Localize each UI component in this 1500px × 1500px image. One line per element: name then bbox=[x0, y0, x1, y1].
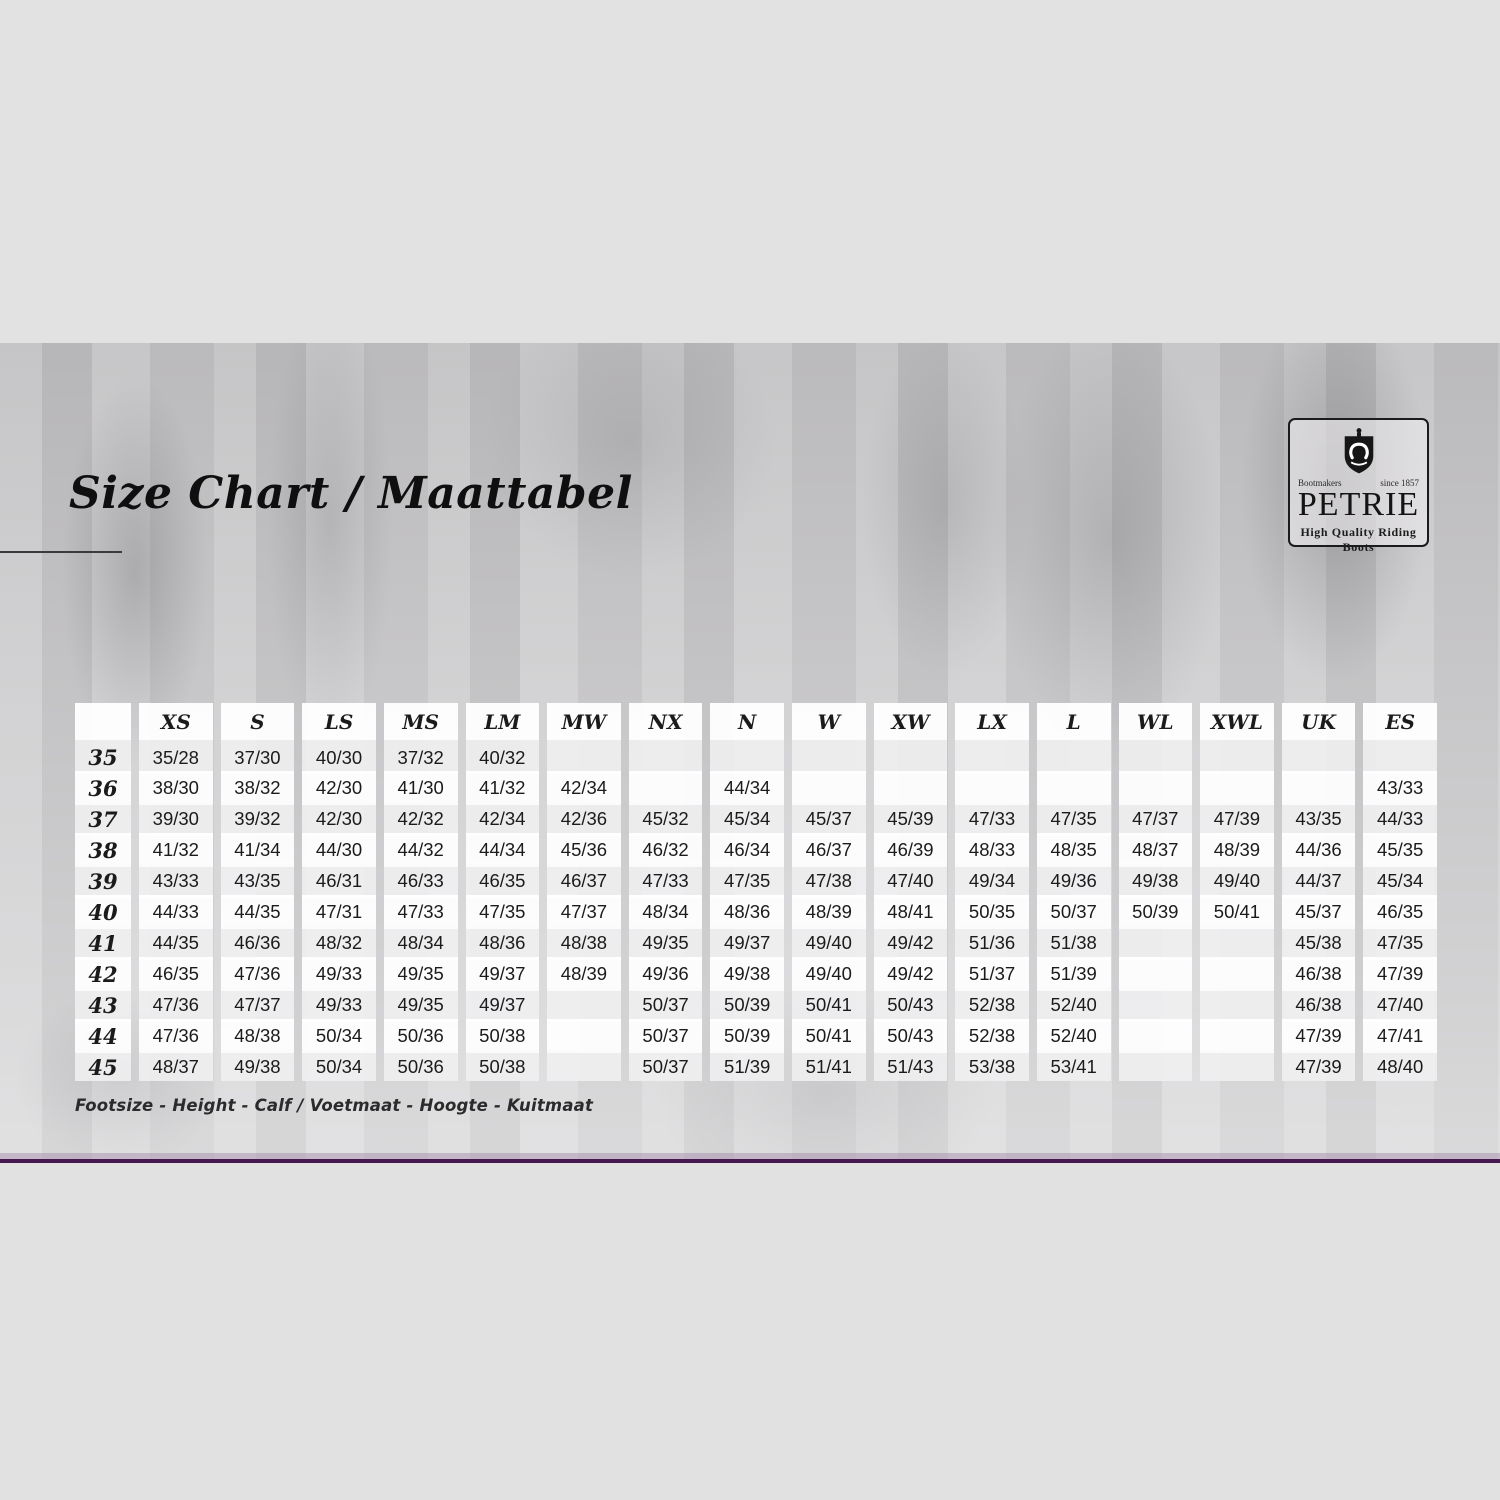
table-cell bbox=[1282, 771, 1356, 802]
table-cell: 38/30 bbox=[139, 771, 213, 802]
table-cell: 47/39 bbox=[1282, 1019, 1356, 1050]
table-cell: 39/32 bbox=[221, 802, 295, 833]
table-cell: 50/38 bbox=[466, 1019, 540, 1050]
table-cell: 49/42 bbox=[874, 957, 948, 988]
table-cell: 51/36 bbox=[955, 926, 1029, 957]
table-cell: 50/37 bbox=[1037, 895, 1111, 926]
table-cell: 35/28 bbox=[139, 740, 213, 771]
row-label: 42 bbox=[75, 957, 131, 988]
table-cell: 49/38 bbox=[221, 1050, 295, 1081]
table-cell bbox=[1200, 988, 1274, 1019]
table-cell: 50/37 bbox=[629, 988, 703, 1019]
table-cell: 48/39 bbox=[1200, 833, 1274, 864]
table-cell: 38/32 bbox=[221, 771, 295, 802]
table-cell: 46/37 bbox=[547, 864, 621, 895]
table-cell bbox=[547, 1019, 621, 1050]
table-cell: 49/33 bbox=[302, 988, 376, 1019]
table-cell: 45/39 bbox=[874, 802, 948, 833]
table-cell: 48/34 bbox=[384, 926, 458, 957]
table-cell: 48/40 bbox=[1363, 1050, 1437, 1081]
since-label: since 1857 bbox=[1380, 478, 1419, 488]
table-cell: 48/33 bbox=[955, 833, 1029, 864]
table-cell: 47/39 bbox=[1363, 957, 1437, 988]
row-label: 40 bbox=[75, 895, 131, 926]
column-header: WL bbox=[1119, 703, 1193, 740]
table-cell: 47/33 bbox=[384, 895, 458, 926]
column-header: XS bbox=[139, 703, 213, 740]
table-cell: 48/37 bbox=[1119, 833, 1193, 864]
table-cell: 50/43 bbox=[874, 988, 948, 1019]
table-cell: 49/42 bbox=[874, 926, 948, 957]
row-label: 38 bbox=[75, 833, 131, 864]
table-cell: 43/35 bbox=[1282, 802, 1356, 833]
table-cell bbox=[955, 771, 1029, 802]
table-cell: 48/32 bbox=[302, 926, 376, 957]
table-cell: 48/38 bbox=[221, 1019, 295, 1050]
petrie-logo bbox=[1288, 418, 1429, 554]
table-cell: 41/32 bbox=[466, 771, 540, 802]
table-cell: 41/30 bbox=[384, 771, 458, 802]
table-cell: 51/41 bbox=[792, 1050, 866, 1081]
table-cell: 50/38 bbox=[466, 1050, 540, 1081]
table-cell: 43/33 bbox=[1363, 771, 1437, 802]
column-header: MS bbox=[384, 703, 458, 740]
table-cell: 50/41 bbox=[792, 1019, 866, 1050]
table-cell: 49/37 bbox=[710, 926, 784, 957]
table-cell: 47/35 bbox=[1363, 926, 1437, 957]
table-cell bbox=[1037, 740, 1111, 771]
table-cell: 45/34 bbox=[1363, 864, 1437, 895]
column-header: S bbox=[221, 703, 295, 740]
table-cell: 46/33 bbox=[384, 864, 458, 895]
table-cell: 45/34 bbox=[710, 802, 784, 833]
table-cell: 49/34 bbox=[955, 864, 1029, 895]
table-cell: 49/40 bbox=[792, 957, 866, 988]
table-cell: 45/37 bbox=[792, 802, 866, 833]
table-cell: 47/37 bbox=[1119, 802, 1193, 833]
table-cell: 37/32 bbox=[384, 740, 458, 771]
table-cell: 44/34 bbox=[710, 771, 784, 802]
table-cell: 48/36 bbox=[710, 895, 784, 926]
table-cell: 47/35 bbox=[466, 895, 540, 926]
table-cell: 49/35 bbox=[384, 957, 458, 988]
table-cell: 51/43 bbox=[874, 1050, 948, 1081]
table-cell: 45/38 bbox=[1282, 926, 1356, 957]
table-cell bbox=[1200, 1050, 1274, 1081]
row-label: 36 bbox=[75, 771, 131, 802]
table-cell: 46/39 bbox=[874, 833, 948, 864]
table-cell: 42/30 bbox=[302, 771, 376, 802]
table-cell: 53/38 bbox=[955, 1050, 1029, 1081]
table-cell: 50/37 bbox=[629, 1019, 703, 1050]
column-header: LS bbox=[302, 703, 376, 740]
row-label: 43 bbox=[75, 988, 131, 1019]
table-cell: 48/39 bbox=[547, 957, 621, 988]
table-cell: 44/35 bbox=[139, 926, 213, 957]
table-cell: 53/41 bbox=[1037, 1050, 1111, 1081]
column-header: MW bbox=[547, 703, 621, 740]
table-cell: 47/36 bbox=[139, 1019, 213, 1050]
table-cell bbox=[792, 771, 866, 802]
table-cell bbox=[1363, 740, 1437, 771]
table-cell bbox=[1200, 771, 1274, 802]
table-cell: 45/35 bbox=[1363, 833, 1437, 864]
table-cell: 45/37 bbox=[1282, 895, 1356, 926]
table-cell bbox=[547, 988, 621, 1019]
table-cell: 50/43 bbox=[874, 1019, 948, 1050]
table-cell: 48/35 bbox=[1037, 833, 1111, 864]
table-cell: 52/40 bbox=[1037, 1019, 1111, 1050]
brand-name: PETRIE bbox=[1297, 486, 1420, 523]
table-cell: 47/39 bbox=[1200, 802, 1274, 833]
column-header: XWL bbox=[1200, 703, 1274, 740]
table-cell: 41/34 bbox=[221, 833, 295, 864]
column-header: LX bbox=[955, 703, 1029, 740]
table-cell: 46/35 bbox=[1363, 895, 1437, 926]
page-title: Size Chart / Maattabel bbox=[69, 468, 633, 519]
table-cell: 47/39 bbox=[1282, 1050, 1356, 1081]
column-header: W bbox=[792, 703, 866, 740]
table-cell bbox=[1119, 1050, 1193, 1081]
table-cell: 49/38 bbox=[710, 957, 784, 988]
table-cell: 46/38 bbox=[1282, 957, 1356, 988]
table-cell: 44/34 bbox=[466, 833, 540, 864]
table-cell: 49/37 bbox=[466, 988, 540, 1019]
table-cell: 46/32 bbox=[629, 833, 703, 864]
table-cell: 48/36 bbox=[466, 926, 540, 957]
row-label: 45 bbox=[75, 1050, 131, 1081]
table-cell bbox=[1119, 1019, 1193, 1050]
table-cell: 44/32 bbox=[384, 833, 458, 864]
table-cell: 52/38 bbox=[955, 1019, 1029, 1050]
table-cell: 42/36 bbox=[547, 802, 621, 833]
table-cell: 50/39 bbox=[710, 988, 784, 1019]
table-cell: 49/36 bbox=[629, 957, 703, 988]
table-cell bbox=[629, 771, 703, 802]
table-cell: 50/41 bbox=[792, 988, 866, 1019]
table-cell: 49/35 bbox=[384, 988, 458, 1019]
table-cell bbox=[874, 771, 948, 802]
table-cell: 50/34 bbox=[302, 1050, 376, 1081]
table-cell bbox=[1119, 740, 1193, 771]
table-cell bbox=[1119, 988, 1193, 1019]
table-cell: 49/37 bbox=[466, 957, 540, 988]
table-cell: 50/39 bbox=[1119, 895, 1193, 926]
table-cell: 44/33 bbox=[1363, 802, 1437, 833]
table-cell: 49/33 bbox=[302, 957, 376, 988]
table-cell: 46/31 bbox=[302, 864, 376, 895]
column-header: NX bbox=[629, 703, 703, 740]
table-cell: 47/40 bbox=[874, 864, 948, 895]
table-cell: 42/30 bbox=[302, 802, 376, 833]
table-cell: 40/30 bbox=[302, 740, 376, 771]
table-cell: 45/32 bbox=[629, 802, 703, 833]
table-cell: 50/35 bbox=[955, 895, 1029, 926]
table-cell bbox=[1119, 926, 1193, 957]
table-cell: 43/33 bbox=[139, 864, 213, 895]
table-cell: 47/38 bbox=[792, 864, 866, 895]
row-label: 39 bbox=[75, 864, 131, 895]
table-cell: 50/36 bbox=[384, 1019, 458, 1050]
table-cell: 45/36 bbox=[547, 833, 621, 864]
table-cell: 46/34 bbox=[710, 833, 784, 864]
column-header: LM bbox=[466, 703, 540, 740]
row-label: 37 bbox=[75, 802, 131, 833]
table-cell bbox=[710, 740, 784, 771]
table-cell: 49/36 bbox=[1037, 864, 1111, 895]
table-cell: 48/39 bbox=[792, 895, 866, 926]
table-cell: 47/40 bbox=[1363, 988, 1437, 1019]
table-cell: 44/36 bbox=[1282, 833, 1356, 864]
horseshoe-shield-crest-icon bbox=[1337, 427, 1381, 482]
table-cell: 40/32 bbox=[466, 740, 540, 771]
table-cell: 46/36 bbox=[221, 926, 295, 957]
table-cell: 47/31 bbox=[302, 895, 376, 926]
table-cell: 47/35 bbox=[1037, 802, 1111, 833]
table-cell: 43/35 bbox=[221, 864, 295, 895]
table-cell bbox=[547, 1050, 621, 1081]
table-cell: 46/35 bbox=[466, 864, 540, 895]
table-cell: 47/33 bbox=[629, 864, 703, 895]
table-cell: 44/30 bbox=[302, 833, 376, 864]
table-cell bbox=[1200, 926, 1274, 957]
table-cell bbox=[955, 740, 1029, 771]
table-cell bbox=[1119, 771, 1193, 802]
column-header: L bbox=[1037, 703, 1111, 740]
table-cell: 51/37 bbox=[955, 957, 1029, 988]
table-cell: 46/37 bbox=[792, 833, 866, 864]
table-cell: 39/30 bbox=[139, 802, 213, 833]
table-cell: 49/40 bbox=[792, 926, 866, 957]
table-cell: 49/35 bbox=[629, 926, 703, 957]
table-cell: 44/33 bbox=[139, 895, 213, 926]
table-cell bbox=[1282, 740, 1356, 771]
table-cell bbox=[874, 740, 948, 771]
table-cell: 51/39 bbox=[710, 1050, 784, 1081]
column-header: XW bbox=[874, 703, 948, 740]
size-table bbox=[75, 703, 1437, 1081]
table-cell: 37/30 bbox=[221, 740, 295, 771]
table-corner-cell bbox=[75, 703, 131, 740]
table-cell: 49/40 bbox=[1200, 864, 1274, 895]
table-cell: 48/34 bbox=[629, 895, 703, 926]
title-rule bbox=[0, 551, 122, 553]
bootmakers-label: Bootmakers bbox=[1298, 478, 1342, 488]
table-cell: 46/38 bbox=[1282, 988, 1356, 1019]
table-cell: 52/40 bbox=[1037, 988, 1111, 1019]
table-cell bbox=[1200, 1019, 1274, 1050]
table-cell: 47/36 bbox=[221, 957, 295, 988]
table-cell bbox=[792, 740, 866, 771]
table-cell: 52/38 bbox=[955, 988, 1029, 1019]
table-cell: 42/32 bbox=[384, 802, 458, 833]
table-cell: 48/37 bbox=[139, 1050, 213, 1081]
row-label: 44 bbox=[75, 1019, 131, 1050]
table-cell: 47/35 bbox=[710, 864, 784, 895]
table-cell: 44/37 bbox=[1282, 864, 1356, 895]
table-cell: 51/39 bbox=[1037, 957, 1111, 988]
table-cell: 48/38 bbox=[547, 926, 621, 957]
table-cell: 50/41 bbox=[1200, 895, 1274, 926]
table-cell: 47/36 bbox=[139, 988, 213, 1019]
table-cell bbox=[629, 740, 703, 771]
table-cell: 51/38 bbox=[1037, 926, 1111, 957]
table-cell: 48/41 bbox=[874, 895, 948, 926]
table-cell bbox=[1119, 957, 1193, 988]
table-cell bbox=[547, 740, 621, 771]
table-cell bbox=[1200, 957, 1274, 988]
table-cell: 50/39 bbox=[710, 1019, 784, 1050]
footer-area bbox=[0, 1163, 1500, 1500]
table-cell: 49/38 bbox=[1119, 864, 1193, 895]
column-header: UK bbox=[1282, 703, 1356, 740]
brand-tagline: High Quality Riding Boots bbox=[1300, 525, 1417, 554]
table-cell: 46/35 bbox=[139, 957, 213, 988]
table-cell: 50/34 bbox=[302, 1019, 376, 1050]
table-cell: 47/33 bbox=[955, 802, 1029, 833]
column-header: N bbox=[710, 703, 784, 740]
column-header: ES bbox=[1363, 703, 1437, 740]
table-cell: 47/41 bbox=[1363, 1019, 1437, 1050]
table-cell: 47/37 bbox=[221, 988, 295, 1019]
table-cell bbox=[1200, 740, 1274, 771]
table-cell: 42/34 bbox=[547, 771, 621, 802]
table-cell: 44/35 bbox=[221, 895, 295, 926]
table-cell: 42/34 bbox=[466, 802, 540, 833]
table-footnote: Footsize - Height - Calf / Voetmaat - Hoogte - Kuitmaat bbox=[75, 1096, 594, 1115]
table-cell bbox=[1037, 771, 1111, 802]
table-cell: 50/37 bbox=[629, 1050, 703, 1081]
row-label: 35 bbox=[75, 740, 131, 771]
row-label: 41 bbox=[75, 926, 131, 957]
table-cell: 50/36 bbox=[384, 1050, 458, 1081]
table-cell: 47/37 bbox=[547, 895, 621, 926]
table-cell: 41/32 bbox=[139, 833, 213, 864]
